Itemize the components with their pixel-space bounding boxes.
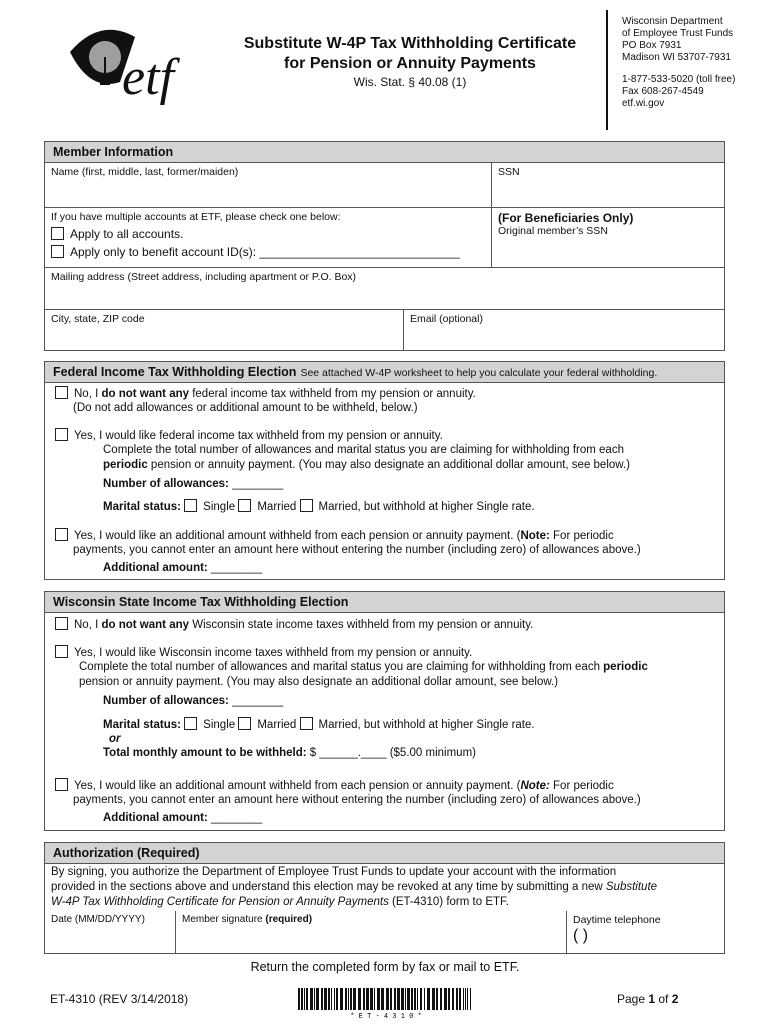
barcode-bar	[390, 988, 392, 1010]
barcode-bar	[394, 988, 396, 1010]
wi-single-checkbox[interactable]	[184, 717, 197, 730]
barcode-bar	[363, 988, 365, 1010]
barcode-bar	[452, 988, 454, 1010]
wi-additional-note: payments, you cannot enter an amount here without entering the number (including zero) of allowances above.)	[73, 794, 641, 806]
barcode-bar	[324, 988, 327, 1010]
svg-text:* E T - 4 3 1 0 *: * E T - 4 3 1 0 *	[350, 1013, 422, 1020]
federal-married-checkbox[interactable]	[238, 499, 251, 512]
federal-no-note: (Do not add allowances or additional amount to be withheld, below.)	[73, 402, 418, 414]
barcode-bar	[411, 988, 413, 1010]
wi-yes-option: Yes, I would like Wisconsin income taxes withheld from my pension or annuity.	[55, 645, 472, 659]
federal-married-high-checkbox[interactable]	[300, 499, 313, 512]
barcode-bar	[397, 988, 400, 1010]
barcode-bar	[405, 988, 406, 1010]
federal-marital-status: Marital status: Single Married Married, but withhold at higher Single rate.	[103, 501, 535, 513]
wi-total-monthly-field[interactable]: Total monthly amount to be withheld: $ ______.____ ($5.00 minimum)	[103, 747, 476, 759]
auth-text-1: By signing, you authorize the Department of Employee Trust Funds to update your account with the information	[51, 866, 617, 878]
barcode-bar	[304, 988, 305, 1010]
barcode-bar	[345, 988, 347, 1010]
barcode-bar	[401, 988, 404, 1010]
member-information-section	[44, 141, 725, 351]
barcode-bar	[328, 988, 330, 1010]
barcode-bar	[427, 988, 430, 1010]
wi-no-option: No, I do not want any Wisconsin state income taxes withheld from my pension or annuity.	[55, 617, 533, 631]
section-heading: Wisconsin State Income Tax Withholding Election	[45, 592, 724, 613]
wisconsin-withholding-section	[44, 591, 725, 831]
email-field[interactable]: Email (optional)	[403, 309, 725, 351]
apply-all-checkbox[interactable]	[51, 227, 64, 240]
wi-no-checkbox[interactable]	[55, 617, 68, 630]
barcode-bar	[314, 988, 315, 1010]
barcode-bar	[420, 988, 422, 1010]
wi-married-high-checkbox[interactable]	[300, 717, 313, 730]
agency-address: Wisconsin Department of Employee Trust Funds PO Box 7931 Madison WI 53707-7931 1-877-533-5020 (toll free) Fax 608-267-4549 etf.wi.gov	[622, 16, 736, 109]
barcode-bar	[370, 988, 373, 1010]
mailing-address-field[interactable]: Mailing address (Street address, including apartment or P.O. Box)	[45, 267, 725, 309]
auth-text-2: provided in the sections above and understand this election may be revoked at any time by submitting a new Substitute	[51, 881, 658, 893]
barcode-bar	[301, 988, 303, 1010]
barcode-bar	[340, 988, 343, 1010]
barcode-bar	[334, 988, 335, 1010]
barcode-bar	[407, 988, 410, 1010]
barcode-bar	[331, 988, 332, 1010]
barcode-bar	[316, 988, 319, 1010]
federal-single-checkbox[interactable]	[184, 499, 197, 512]
form-id: ET-4310 (REV 3/14/2018)	[50, 992, 189, 1006]
barcode-bar	[448, 988, 450, 1010]
barcode-bar	[456, 988, 458, 1010]
barcode-bar	[424, 988, 425, 1010]
wi-additional-amount-field[interactable]: Additional amount: ________	[103, 812, 263, 824]
federal-withholding-section	[44, 361, 725, 580]
barcode-bar	[353, 988, 356, 1010]
federal-no-checkbox[interactable]	[55, 386, 68, 399]
barcode-bar	[358, 988, 361, 1010]
barcode-bar	[377, 988, 380, 1010]
barcode-bar	[381, 988, 384, 1010]
date-field[interactable]: Date (MM/DD/YYYY)	[51, 914, 145, 925]
federal-yes-instructions-2: periodic pension or annuity payment. (You may also designate an additional dollar amount, see below.)	[103, 459, 630, 471]
multiple-accounts: If you have multiple accounts at ETF, please check one below: Apply to all accounts. Apply only to benefit account ID(s): ______________________________	[45, 207, 491, 267]
barcode-bar	[386, 988, 389, 1010]
barcode-bar	[310, 988, 313, 1010]
etf-logo	[60, 22, 210, 112]
federal-yes-option: Yes, I would like federal income tax withheld from my pension or annuity.	[55, 428, 443, 442]
barcode-bar	[444, 988, 447, 1010]
barcode-bar	[306, 988, 308, 1010]
barcode-bar	[470, 988, 471, 1010]
barcode-bar	[417, 988, 418, 1010]
wi-or: or	[109, 733, 121, 745]
signature-field[interactable]: Member signature (required)	[175, 911, 567, 954]
barcode-bar	[348, 988, 349, 1010]
federal-yes-instructions: Complete the total number of allowances and marital status you are claiming for withholding from each	[103, 444, 624, 456]
section-heading: Member Information	[45, 142, 724, 163]
auth-text-3: W-4P Tax Withholding Certificate for Pension or Annuity Payments (ET-4310) form to ETF.	[51, 896, 509, 908]
barcode-bar	[350, 988, 352, 1010]
beneficiary-ssn-field[interactable]: (For Beneficiaries Only) Original member’s SSN	[491, 207, 725, 267]
federal-yes-checkbox[interactable]	[55, 428, 68, 441]
statute: Wis. Stat. § 40.08 (1)	[353, 75, 467, 89]
barcode-bar	[374, 988, 375, 1010]
return-instructions: Return the completed form by fax or mail to ETF.	[250, 960, 520, 974]
ssn-field[interactable]: SSN	[491, 163, 725, 207]
federal-additional-option: Yes, I would like an additional amount withheld from each pension or annuity payment. (Note: For periodic	[55, 528, 614, 542]
section-heading: Authorization (Required)	[45, 843, 724, 864]
barcode-bar	[467, 988, 468, 1010]
section-heading: Federal Income Tax Withholding Election See attached W-4P worksheet to help you calculate your federal withholding.	[45, 362, 724, 383]
federal-no-option: No, I do not want any federal income tax withheld from my pension or annuity.	[55, 386, 476, 400]
header-divider	[606, 10, 608, 130]
form-title-line1: Substitute W-4P Tax Withholding Certificate	[243, 35, 577, 52]
wi-allowances-field[interactable]: Number of allowances: ________	[103, 695, 284, 707]
barcode-bar	[432, 988, 435, 1010]
apply-only-checkbox[interactable]	[51, 245, 64, 258]
city-state-zip-field[interactable]: City, state, ZIP code	[45, 309, 403, 351]
barcode-bar	[465, 988, 466, 1010]
barcode	[296, 988, 476, 1020]
form-title-line2: for Pension or Annuity Payments	[284, 55, 536, 72]
wi-marital-status: Marital status: Single Married Married, but withhold at higher Single rate.	[103, 719, 535, 731]
wi-yes-instructions: Complete the total number of allowances and marital status you are claiming for withholding from each periodic	[79, 661, 648, 673]
federal-additional-note: payments, you cannot enter an amount here without entering the number (including zero) of allowances above.)	[73, 544, 641, 556]
barcode-bar	[298, 988, 300, 1010]
page-number: Page 1 of 2	[617, 992, 679, 1006]
wi-additional-checkbox[interactable]	[55, 778, 68, 791]
wi-yes-instructions-2: pension or annuity payment. (You may also designate an additional dollar amount, see below.)	[79, 676, 559, 688]
wi-married-checkbox[interactable]	[238, 717, 251, 730]
svg-text:etf: etf	[122, 49, 174, 106]
name-field[interactable]: Name (first, middle, last, former/maiden)	[51, 166, 239, 178]
barcode-bar	[440, 988, 442, 1010]
barcode-bar	[414, 988, 416, 1010]
barcode-bar	[436, 988, 438, 1010]
barcode-bar	[366, 988, 369, 1010]
barcode-bar	[321, 988, 323, 1010]
federal-additional-checkbox[interactable]	[55, 528, 68, 541]
barcode-bar	[463, 988, 464, 1010]
wi-additional-option: Yes, I would like an additional amount withheld from each pension or annuity payment. (Note: For periodic	[55, 778, 614, 792]
federal-additional-amount-field[interactable]: Additional amount: ________	[103, 562, 263, 574]
wi-yes-checkbox[interactable]	[55, 645, 68, 658]
authorization-section	[44, 842, 725, 954]
daytime-phone-field[interactable]: Daytime telephone ( )	[573, 914, 661, 944]
federal-allowances-field[interactable]: Number of allowances: ________	[103, 478, 284, 490]
barcode-bar	[336, 988, 338, 1010]
barcode-bar	[459, 988, 461, 1010]
